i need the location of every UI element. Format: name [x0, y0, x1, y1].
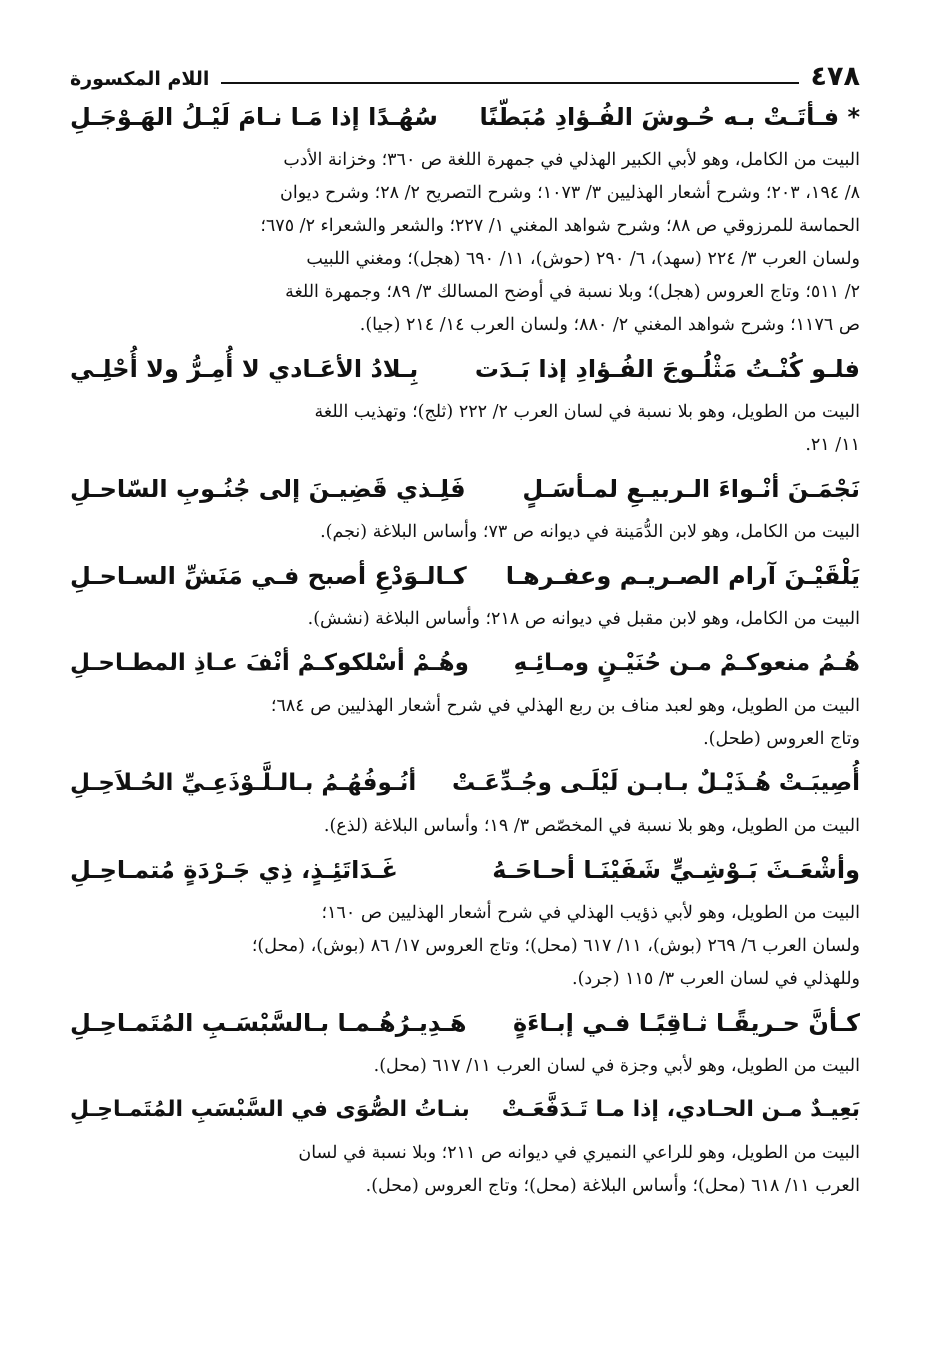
verse-second-hemistich: فَلِـذي قَضِيـنَ إلى جُنُـوبِ السّاحـلِ [70, 475, 466, 503]
verse-line [70, 756, 860, 810]
commentary-line: وتاج العروس (طحل). [703, 729, 860, 749]
verse-entry [70, 636, 860, 756]
verse-line [70, 342, 860, 396]
verse-commentary [70, 690, 860, 756]
commentary-line: البيت من الكامل، وهو لابن الدُّمَينة في ديوانه ص ٧٣؛ وأساس البلاغة (نجم). [320, 522, 860, 542]
verse-commentary [70, 897, 860, 996]
verse-line [70, 462, 860, 516]
verse-entry [70, 996, 860, 1083]
verse-entry [70, 1083, 860, 1203]
commentary-line: ٢/ ٥١١؛ وتاج العروس (هجل)؛ وبلا نسبة في أوضح المسالك ٣/ ٨٩؛ وجمهرة اللغة [285, 282, 860, 302]
verse-second-hemistich: بنـاتُ الصُّوَى في السَّبْسَبِ المُتَمـاحِـلِ [70, 1097, 470, 1122]
verse-line [70, 1083, 860, 1137]
commentary-line: البيت من الطويل، وهو لعبد مناف بن ربع الهذلي في شرح أشعار الهذليين ص ٦٨٤؛ [270, 696, 860, 716]
commentary-line: البيت من الطويل، وهو لأبي وجزة في لسان العرب ١١/ ٦١٧ (محل). [373, 1056, 860, 1076]
verse-line [70, 996, 860, 1050]
commentary-line: الحماسة للمرزوقي ص ٨٨؛ وشرح شواهد المغني ١/ ٢٢٧؛ والشعر والشعراء ٢/ ٦٧٥؛ [260, 216, 860, 236]
commentary-line: ولسان العرب ٣/ ٢٢٤ (سهد)، ٦/ ٢٩٠ (حوش)، ١١/ ٦٩٠ (هجل)؛ ومغني اللبيب [306, 249, 860, 269]
verse-commentary [70, 810, 860, 843]
verse-commentary [70, 603, 860, 636]
verse-entry [70, 90, 860, 342]
verse-second-hemistich: بِـلادُ الأعَـادي لا أُمِـرُّ ولا أُحْلِـي [70, 355, 419, 383]
header-rule [221, 82, 798, 84]
verse-entry [70, 756, 860, 843]
verse-commentary [70, 516, 860, 549]
verse-second-hemistich: هَـدِيـرُهُـمـا بـالسَّبْسَـبِ المُتَمـاحِـلِ [70, 1009, 467, 1037]
verse-line [70, 636, 860, 690]
verse-first-hemistich: بَعِيـدٌ مـن الحـادي، إذا مـا تَـدَفَّعَـتْ [501, 1097, 860, 1122]
verse-line [70, 549, 860, 603]
verse-second-hemistich: غَـدَاتَئِـذٍ، ذِي جَـرْدَةٍ مُتمـاحِـلِ [70, 856, 398, 884]
verse-commentary [70, 1137, 860, 1203]
commentary-line: ١١/ ٢١. [805, 435, 860, 455]
verse-second-hemistich: وهُـمْ أسْلكوكـمْ أنْفَ عـاذِ المطـاحـلِ [70, 650, 469, 676]
verse-first-hemistich: فلـو كُنْـتُ مَثْلُـوجَ الفُـؤادِ إذا بَـدَت [474, 355, 860, 383]
verse-first-hemistich: نَجْمَـنَ أنْـواءَ الـربيـعِ لمـأسَـلٍ [522, 475, 860, 503]
verse-line [70, 90, 860, 144]
verse-first-hemistich: يَلْقَيْـنَ آرام الصـريـم وعفـرهـا [505, 562, 860, 590]
verse-commentary [70, 1050, 860, 1083]
commentary-line: البيت من الطويل، وهو بلا نسبة في المخصّص ٣/ ١٩؛ وأساس البلاغة (لذع). [323, 816, 860, 836]
entries-list [70, 90, 860, 1203]
commentary-line: وللهذلي في لسان العرب ٣/ ١١٥ (جرد). [572, 969, 860, 989]
page-number: ٤٧٨ [810, 61, 860, 92]
verse-entry [70, 843, 860, 996]
commentary-line: البيت من الطويل، وهو بلا نسبة في لسان العرب ٢/ ٢٢٢ (ثلج)؛ وتهذيب اللغة [314, 402, 860, 422]
verse-commentary [70, 144, 860, 342]
running-title: اللام المكسورة [70, 68, 210, 90]
page-header [70, 50, 860, 90]
verse-first-hemistich: وأشْعَـثَ بَـوْشِـيٍّ شَفَيْنَـا أحـاحَـهُ [492, 856, 860, 884]
verse-entry [70, 462, 860, 549]
commentary-line: البيت من الطويل، وهو لأبي ذؤيب الهذلي في شرح أشعار الهذليين ص ١٦٠؛ [321, 903, 860, 923]
verse-entry [70, 549, 860, 636]
commentary-line: ص ١١٧٦؛ وشرح شواهد المغني ٢/ ٨٨٠؛ ولسان العرب ١٤/ ٢١٤ (جيا). [359, 315, 860, 335]
commentary-line: البيت من الطويل، وهو للراعي النميري في ديوانه ص ٢١١؛ وبلا نسبة في لسان [298, 1143, 860, 1163]
commentary-line: البيت من الكامل، وهو لأبي الكبير الهذلي في جمهرة اللغة ص ٣٦٠؛ وخزانة الأدب [283, 150, 860, 170]
verse-first-hemistich: * فـأتَـتْ بـه حُـوشَ الفُـؤادِ مُبَطّنًا [479, 103, 860, 131]
verse-second-hemistich: أنُـوفُهُـمُ بـالـلَّـوْذَعِـيِّ الحُـلاَحِـلِ [70, 770, 417, 796]
commentary-line: ٨/ ١٩٤، ٢٠٣؛ وشرح أشعار الهذليين ٣/ ١٠٧٣؛ وشرح التصريح ٢/ ٢٨؛ وشرح ديوان [280, 183, 860, 203]
verse-entry [70, 342, 860, 462]
verse-first-hemistich: كـأنَّ حـريقًـا ثـاقِبًـا فـي إبـاءَةٍ [512, 1009, 860, 1037]
verse-line [70, 843, 860, 897]
verse-commentary [70, 396, 860, 462]
commentary-line: العرب ١١/ ٦١٨ (محل)؛ وأساس البلاغة (محل)؛ وتاج العروس (محل). [365, 1176, 860, 1196]
verse-second-hemistich: كـالـوَدْعِ أصبح فـي مَنَشِّ السـاحـلِ [70, 562, 467, 590]
book-page [70, 50, 860, 1203]
verse-first-hemistich: هُـمُ منعوكـمْ مـن حُنَيْـنٍ ومـائِـهِ [513, 650, 860, 676]
verse-second-hemistich: سُهُـدًا إذا مَـا نـامَ لَيْـلُ الهَـوْجَـلِ [70, 103, 438, 131]
commentary-line: ولسان العرب ٦/ ٢٦٩ (بوش)، ١١/ ٦١٧ (محل)؛ وتاج العروس ١٧/ ٨٦ (بوش)، (محل)؛ [251, 936, 860, 956]
commentary-line: البيت من الكامل، وهو لابن مقبل في ديوانه ص ٢١٨؛ وأساس البلاغة (نشش). [307, 609, 860, 629]
verse-first-hemistich: أُصِيبَـتْ هُـذَيْـلٌ بـابـن لَيْلَـى وجُـدِّعَـتْ [451, 770, 860, 796]
